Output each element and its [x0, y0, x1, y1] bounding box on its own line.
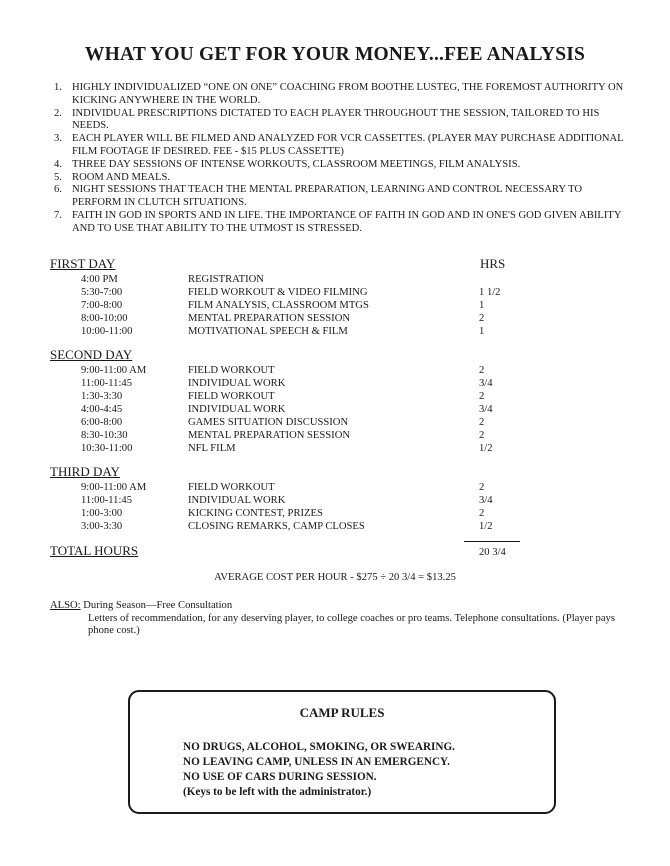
- list-item: [54, 172, 634, 185]
- schedule-row: [0, 313, 670, 326]
- schedule-row: [0, 378, 670, 391]
- row-hours: 1/2: [479, 443, 493, 454]
- row-hours: 2: [479, 313, 485, 324]
- row-hours: 2: [479, 365, 485, 376]
- row-activity: CLOSING REMARKS, CAMP CLOSES: [188, 521, 365, 532]
- camp-rules-title: CAMP RULES: [299, 705, 385, 720]
- schedule-row: [0, 300, 670, 313]
- also-section: [50, 600, 620, 638]
- schedule-row: [0, 430, 670, 443]
- average-cost-line: AVERAGE COST PER HOUR - $275 ÷ 20 3/4 = $13.25: [214, 572, 456, 583]
- item-number: 2.: [54, 107, 62, 119]
- row-activity: GAMES SITUATION DISCUSSION: [188, 417, 349, 428]
- row-time: 11:00-11:45: [81, 378, 133, 389]
- row-time: 1:00-3:00: [81, 508, 123, 519]
- row-hours: 3/4: [479, 378, 493, 389]
- row-activity: FIELD WORKOUT: [188, 482, 275, 493]
- row-hours: 1/2: [479, 521, 493, 532]
- row-activity: FIELD WORKOUT: [188, 365, 275, 376]
- row-activity: INDIVIDUAL WORK: [188, 378, 286, 389]
- item-number: 1.: [54, 82, 62, 93]
- item-number: 4.: [54, 158, 62, 170]
- item-number: 6.: [54, 184, 62, 196]
- row-activity: NFL FILM: [188, 443, 236, 454]
- row-activity: INDIVIDUAL WORK: [188, 404, 286, 415]
- hrs-column-header: HRS: [480, 256, 506, 271]
- item-text: FAITH IN GOD IN SPORTS AND IN LIFE. THE IMPORTANCE OF FAITH IN GOD AND IN ONE'S GOD GIVEN ABILITY AND TO USE THAT ABILITY TO THE UTMOST IS STRESSED.: [72, 209, 622, 234]
- row-time: 7:00-8:00: [81, 300, 123, 311]
- row-hours: 2: [479, 391, 485, 402]
- row-hours: 1 1/2: [479, 287, 501, 298]
- row-activity: FILM ANALYSIS, CLASSROOM MTGS: [188, 300, 369, 311]
- also-text-2: Letters of recommendation, for any deserving player, to college coaches or pro teams. Telephone consultations. (Player pays phone cost.): [88, 612, 615, 637]
- day-title-first: FIRST DAY: [50, 256, 116, 271]
- page-title: WHAT YOU GET FOR YOUR MONEY...FEE ANALYSIS: [84, 44, 586, 65]
- row-time: 10:00-11:00: [81, 326, 133, 337]
- list-item: [54, 159, 634, 172]
- list-item: [54, 108, 634, 134]
- schedule-row: [0, 365, 670, 378]
- schedule-row: [0, 521, 670, 534]
- also-line-1: [50, 600, 620, 613]
- row-time: 4:00 PM: [81, 274, 118, 285]
- also-text-1: During Season—Free Consultation: [83, 600, 233, 611]
- row-hours: 2: [479, 430, 485, 441]
- row-hours: 3/4: [479, 404, 493, 415]
- day-title-second: SECOND DAY: [50, 347, 133, 362]
- list-item: [54, 82, 634, 108]
- row-time: 8:30-10:30: [81, 430, 128, 441]
- row-time: 10:30-11:00: [81, 443, 133, 454]
- row-time: 9:00-11:00 AM: [81, 482, 147, 493]
- item-number: 5.: [54, 171, 62, 183]
- rule-item: (Keys to be left with the administrator.): [183, 786, 372, 798]
- row-time: 4:00-4:45: [81, 404, 123, 415]
- row-time: 11:00-11:45: [81, 495, 133, 506]
- item-text: INDIVIDUAL PRESCRIPTIONS DICTATED TO EACH PLAYER THROUGHOUT THE SESSION, TAILORED TO HIS NEEDS.: [72, 107, 600, 132]
- schedule-row: [0, 508, 670, 521]
- row-time: 1:30-3:30: [81, 391, 123, 402]
- row-hours: 2: [479, 508, 485, 519]
- item-text: NIGHT SESSIONS THAT TEACH THE MENTAL PREPARATION, LEARNING AND CONTROL NECESSARY TO PERFORM IN CLUTCH SITUATIONS.: [72, 184, 583, 209]
- row-time: 6:00-8:00: [81, 417, 123, 428]
- row-activity: MOTIVATIONAL SPEECH & FILM: [188, 326, 348, 337]
- camp-rules-list: [183, 740, 455, 800]
- rule-item: NO DRUGS, ALCOHOL, SMOKING, OR SWEARING.: [183, 741, 455, 753]
- day-title-third: THIRD DAY: [50, 464, 120, 479]
- item-text: HIGHLY INDIVIDUALIZED “ONE ON ONE” COACHING FROM BOOTHE LUSTEG, THE FOREMOST AUTHORITY ON KICKING ANYWHERE IN THE WORLD.: [72, 82, 624, 106]
- also-label: ALSO:: [50, 600, 81, 611]
- rule-item: NO LEAVING CAMP, UNLESS IN AN EMERGENCY.: [183, 756, 450, 768]
- schedule-row: [0, 443, 670, 456]
- total-hours-value: 20 3/4: [479, 547, 506, 558]
- row-time: 8:00-10:00: [81, 313, 128, 324]
- total-rule-line: [464, 541, 520, 542]
- benefits-list: [54, 82, 634, 236]
- schedule-row: [0, 404, 670, 417]
- total-hours-label: TOTAL HOURS: [50, 543, 139, 558]
- rule-item: NO USE OF CARS DURING SESSION.: [183, 771, 377, 783]
- row-hours: 1: [479, 326, 485, 337]
- row-activity: INDIVIDUAL WORK: [188, 495, 286, 506]
- row-hours: 2: [479, 417, 485, 428]
- row-hours: 1: [479, 300, 485, 311]
- row-time: 9:00-11:00 AM: [81, 365, 147, 376]
- row-activity: REGISTRATION: [188, 274, 264, 285]
- item-number: 3.: [54, 133, 62, 145]
- schedule-row: [0, 391, 670, 404]
- row-activity: MENTAL PREPARATION SESSION: [188, 430, 351, 441]
- item-number: 7.: [54, 209, 62, 221]
- row-hours: 3/4: [479, 495, 493, 506]
- row-activity: KICKING CONTEST, PRIZES: [188, 508, 323, 519]
- row-time: 3:00-3:30: [81, 521, 123, 532]
- row-hours: 2: [479, 482, 485, 493]
- item-text: ROOM AND MEALS.: [72, 171, 171, 183]
- schedule-row: [0, 482, 670, 495]
- item-text: EACH PLAYER WILL BE FILMED AND ANALYZED FOR VCR CASSETTES. (PLAYER MAY PURCHASE ADDITIONAL FILM FOOTAGE IF DESIRED. FEE - $15 PLUS CASSETTE): [72, 133, 624, 157]
- item-text: THREE DAY SESSIONS OF INTENSE WORKOUTS, CLASSROOM MEETINGS, FILM ANALYSIS.: [72, 158, 521, 170]
- row-activity: MENTAL PREPARATION SESSION: [188, 313, 351, 324]
- camp-rules-box: [128, 690, 556, 814]
- row-time: 5:30-7:00: [81, 287, 123, 298]
- schedule-row: [0, 287, 670, 300]
- list-item: [54, 133, 634, 159]
- row-activity: FIELD WORKOUT: [188, 391, 275, 402]
- schedule-row: [0, 274, 670, 287]
- schedule-row: [0, 417, 670, 430]
- row-activity: FIELD WORKOUT & VIDEO FILMING: [188, 287, 368, 298]
- list-item: [54, 210, 634, 236]
- list-item: [54, 184, 634, 210]
- schedule-row: [0, 495, 670, 508]
- schedule-row: [0, 326, 670, 339]
